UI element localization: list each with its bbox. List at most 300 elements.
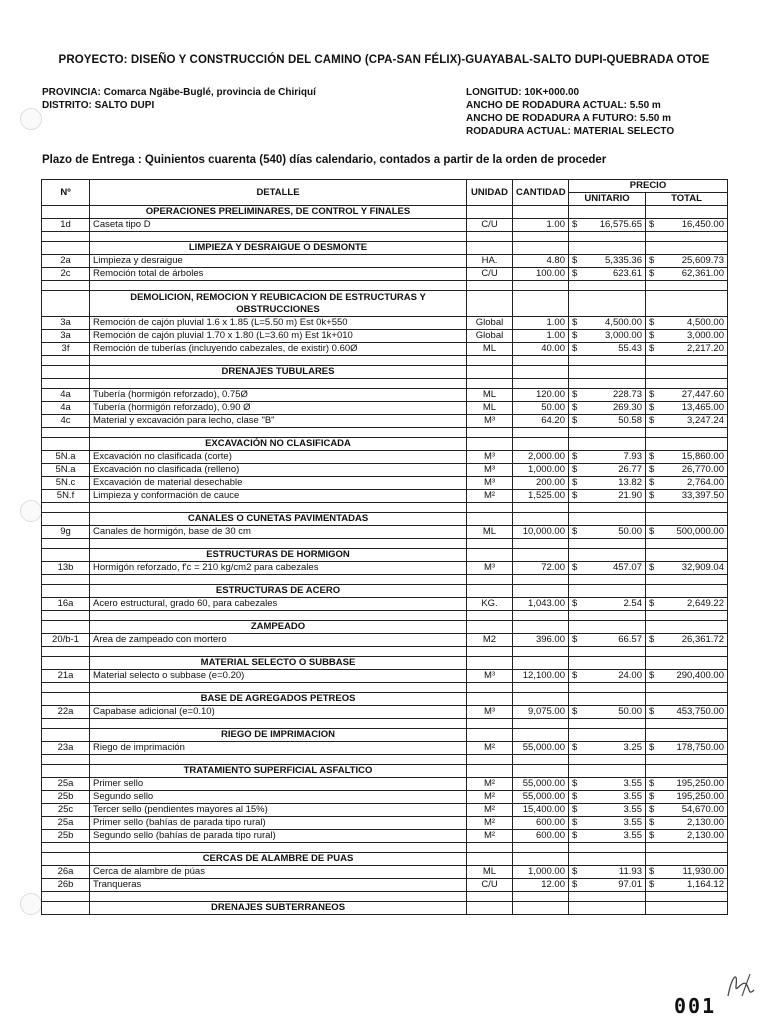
section-spacer (569, 765, 581, 778)
item-unit-price: 55.43 (581, 343, 646, 356)
section-spacer (646, 585, 658, 598)
section-row (42, 902, 728, 915)
blank-cell (581, 281, 646, 291)
blank-cell (42, 379, 90, 389)
item-unit-price: 3.55 (581, 817, 646, 830)
item-total: 62,361.00 (658, 268, 728, 281)
section-spacer (646, 853, 658, 866)
section-spacer (42, 585, 90, 598)
blank-cell (646, 503, 658, 513)
table-row (42, 778, 728, 791)
blank-cell (513, 755, 569, 765)
currency-symbol: $ (569, 562, 581, 575)
item-number: 25a (42, 817, 90, 830)
blank-cell (658, 611, 728, 621)
section-spacer (569, 657, 581, 670)
section-spacer (42, 657, 90, 670)
blank-cell (513, 683, 569, 693)
blank-row (42, 356, 728, 366)
table-row (42, 634, 728, 647)
currency-symbol: $ (569, 830, 581, 843)
item-quantity: 1.00 (513, 317, 569, 330)
blank-cell (658, 379, 728, 389)
header-unitario: UNITARIO (569, 193, 646, 206)
header-no: Nº (42, 180, 90, 206)
currency-symbol: $ (646, 778, 658, 791)
blank-cell (569, 683, 581, 693)
section-spacer (513, 242, 569, 255)
currency-symbol: $ (646, 817, 658, 830)
delivery-term: Plazo de Entrega : Quinientos cuarenta (540) días calendario, contados a partir de la orden de proceder (42, 154, 607, 166)
table-row (42, 879, 728, 892)
blank-cell (646, 539, 658, 549)
currency-symbol: $ (646, 219, 658, 232)
blank-cell (90, 281, 467, 291)
blank-cell (513, 539, 569, 549)
section-spacer (658, 621, 728, 634)
item-total: 3,000.00 (658, 330, 728, 343)
section-spacer (658, 242, 728, 255)
currency-symbol: $ (569, 255, 581, 268)
currency-symbol: $ (569, 866, 581, 879)
blank-row (42, 281, 728, 291)
currency-symbol: $ (569, 879, 581, 892)
item-unit: M² (467, 778, 513, 791)
item-total: 26,361.72 (658, 634, 728, 647)
blank-cell (513, 719, 569, 729)
blank-cell (646, 575, 658, 585)
blank-row (42, 232, 728, 242)
section-spacer (646, 902, 658, 915)
blank-cell (90, 575, 467, 585)
blank-cell (513, 503, 569, 513)
section-spacer (467, 902, 513, 915)
currency-symbol: $ (569, 343, 581, 356)
section-spacer (581, 657, 646, 670)
section-row (42, 621, 728, 634)
blank-cell (42, 611, 90, 621)
blank-cell (90, 611, 467, 621)
blank-cell (569, 356, 581, 366)
item-description: Remoción de tuberías (incluyendo cabezales, de existir) 0.60Ø (90, 343, 467, 356)
item-description: Excavación no clasificada (relleno) (90, 464, 467, 477)
item-total: 4,500.00 (658, 317, 728, 330)
item-quantity: 12.00 (513, 879, 569, 892)
table-row (42, 804, 728, 817)
table-row (42, 451, 728, 464)
blank-cell (90, 232, 467, 242)
section-row (42, 438, 728, 451)
blank-cell (513, 892, 569, 902)
section-spacer (42, 549, 90, 562)
table-row (42, 402, 728, 415)
item-total: 2,130.00 (658, 817, 728, 830)
blank-cell (42, 281, 90, 291)
currency-symbol: $ (646, 804, 658, 817)
blank-cell (467, 428, 513, 438)
section-row (42, 693, 728, 706)
section-spacer (581, 366, 646, 379)
blank-row (42, 428, 728, 438)
section-spacer (581, 765, 646, 778)
currency-symbol: $ (646, 451, 658, 464)
currency-symbol: $ (569, 778, 581, 791)
currency-symbol: $ (569, 706, 581, 719)
table-row (42, 817, 728, 830)
table-row (42, 317, 728, 330)
item-unit-price: 24.00 (581, 670, 646, 683)
item-description: Tranqueras (90, 879, 467, 892)
currency-symbol: $ (646, 526, 658, 539)
item-unit-price: 50.00 (581, 526, 646, 539)
section-spacer (581, 693, 646, 706)
item-quantity: 1,000.00 (513, 464, 569, 477)
table-row (42, 389, 728, 402)
blank-cell (581, 428, 646, 438)
section-spacer (581, 853, 646, 866)
blank-cell (467, 575, 513, 585)
section-title: ESTRUCTURAS DE HORMIGON (90, 549, 467, 562)
currency-symbol: $ (569, 490, 581, 503)
section-spacer (646, 206, 658, 219)
currency-symbol: $ (646, 268, 658, 281)
blank-cell (658, 281, 728, 291)
blank-cell (581, 719, 646, 729)
section-title: CANALES O CUNETAS PAVIMENTADAS (90, 513, 467, 526)
blank-cell (90, 683, 467, 693)
blank-cell (569, 843, 581, 853)
item-quantity: 55,000.00 (513, 742, 569, 755)
item-quantity: 40.00 (513, 343, 569, 356)
section-spacer (569, 206, 581, 219)
blank-cell (513, 281, 569, 291)
item-unit-price: 97.01 (581, 879, 646, 892)
table-row (42, 866, 728, 879)
blank-cell (467, 611, 513, 621)
blank-cell (646, 892, 658, 902)
item-unit-price: 3.25 (581, 742, 646, 755)
table-row (42, 219, 728, 232)
blank-row (42, 843, 728, 853)
section-spacer (42, 291, 90, 317)
item-quantity: 1.00 (513, 330, 569, 343)
road-specs (466, 86, 674, 138)
section-spacer (581, 902, 646, 915)
item-unit-price: 623.61 (581, 268, 646, 281)
blank-cell (90, 647, 467, 657)
item-quantity: 1,000.00 (513, 866, 569, 879)
item-unit-price: 16,575.65 (581, 219, 646, 232)
section-spacer (467, 657, 513, 670)
item-unit-price: 457.07 (581, 562, 646, 575)
item-unit: KG. (467, 598, 513, 611)
item-unit-price: 21.90 (581, 490, 646, 503)
blank-cell (90, 503, 467, 513)
section-spacer (569, 902, 581, 915)
section-spacer (581, 513, 646, 526)
currency-symbol: $ (646, 317, 658, 330)
item-total: 2,649.22 (658, 598, 728, 611)
item-unit: M³ (467, 451, 513, 464)
currency-symbol: $ (646, 490, 658, 503)
future-width-line: ANCHO DE RODADURA A FUTURO: 5.50 m (466, 113, 672, 124)
section-spacer (646, 693, 658, 706)
section-row (42, 242, 728, 255)
header-total: TOTAL (646, 193, 728, 206)
currency-symbol: $ (646, 830, 658, 843)
blank-cell (658, 755, 728, 765)
blank-cell (581, 503, 646, 513)
blank-cell (569, 755, 581, 765)
table-row (42, 268, 728, 281)
item-unit: C/U (467, 879, 513, 892)
section-spacer (581, 585, 646, 598)
section-spacer (658, 765, 728, 778)
section-title: MATERIAL SELECTO O SUBBASE (90, 657, 467, 670)
blank-cell (467, 281, 513, 291)
section-row (42, 549, 728, 562)
currency-symbol: $ (646, 464, 658, 477)
currency-symbol: $ (569, 402, 581, 415)
blank-cell (581, 575, 646, 585)
table-row (42, 255, 728, 268)
blank-cell (42, 647, 90, 657)
blank-cell (42, 428, 90, 438)
item-total: 195,250.00 (658, 791, 728, 804)
item-number: 26b (42, 879, 90, 892)
item-description: Remoción de cajón pluvial 1.6 x 1.85 (L=5.50 m) Est 0k+550 (90, 317, 467, 330)
blank-cell (42, 503, 90, 513)
surface-line: RODADURA ACTUAL: MATERIAL SELECTO (466, 126, 675, 137)
blank-cell (658, 356, 728, 366)
item-quantity: 2,000.00 (513, 451, 569, 464)
section-title: ESTRUCTURAS DE ACERO (90, 585, 467, 598)
section-spacer (646, 242, 658, 255)
section-spacer (467, 853, 513, 866)
section-spacer (646, 765, 658, 778)
blank-cell (658, 232, 728, 242)
section-spacer (513, 438, 569, 451)
item-unit: M2 (467, 634, 513, 647)
blank-cell (467, 503, 513, 513)
item-total: 32,909.04 (658, 562, 728, 575)
section-title: RIEGO DE IMPRIMACION (90, 729, 467, 742)
section-spacer (513, 765, 569, 778)
currency-symbol: $ (646, 562, 658, 575)
item-description: Canales de hormigón, base de 30 cm (90, 526, 467, 539)
item-quantity: 72.00 (513, 562, 569, 575)
section-spacer (658, 693, 728, 706)
section-spacer (646, 621, 658, 634)
item-description: Tubería (hormigón reforzado), 0.75Ø (90, 389, 467, 402)
item-quantity: 1,043.00 (513, 598, 569, 611)
blank-cell (42, 892, 90, 902)
quantities-table (41, 179, 728, 915)
blank-cell (581, 611, 646, 621)
blank-cell (581, 647, 646, 657)
blank-cell (658, 539, 728, 549)
item-total: 13,465.00 (658, 402, 728, 415)
currency-symbol: $ (646, 879, 658, 892)
blank-cell (467, 683, 513, 693)
blank-cell (581, 539, 646, 549)
section-spacer (646, 549, 658, 562)
table-row (42, 477, 728, 490)
item-number: 4a (42, 402, 90, 415)
blank-cell (646, 379, 658, 389)
item-description: Tubería (hormigón reforzado), 0.90 Ø (90, 402, 467, 415)
currency-symbol: $ (646, 791, 658, 804)
item-unit: M³ (467, 415, 513, 428)
item-total: 33,397.50 (658, 490, 728, 503)
item-description: Hormigón reforzado, f'c = 210 kg/cm2 para cabezales (90, 562, 467, 575)
table-row (42, 670, 728, 683)
length-line: LONGITUD: 10K+000.00 (466, 87, 580, 98)
blank-cell (90, 892, 467, 902)
blank-cell (658, 843, 728, 853)
punch-hole-top (20, 108, 42, 130)
currency-symbol: $ (569, 670, 581, 683)
section-spacer (658, 657, 728, 670)
currency-symbol: $ (569, 219, 581, 232)
item-description: Limpieza y desraigue (90, 255, 467, 268)
section-spacer (569, 853, 581, 866)
item-unit-price: 50.58 (581, 415, 646, 428)
item-number: 23a (42, 742, 90, 755)
item-total: 195,250.00 (658, 778, 728, 791)
item-description: Segundo sello (bahías de parada tipo rural) (90, 830, 467, 843)
item-total: 16,450.00 (658, 219, 728, 232)
item-quantity: 1,525.00 (513, 490, 569, 503)
section-spacer (467, 291, 513, 317)
item-unit-price: 3.55 (581, 778, 646, 791)
item-unit-price: 3.55 (581, 804, 646, 817)
blank-cell (569, 539, 581, 549)
item-quantity: 55,000.00 (513, 778, 569, 791)
section-spacer (646, 366, 658, 379)
item-unit-price: 66.57 (581, 634, 646, 647)
section-title: OPERACIONES PRELIMINARES, DE CONTROL Y FINALES (90, 206, 467, 219)
blank-cell (569, 281, 581, 291)
section-spacer (42, 242, 90, 255)
currency-symbol: $ (646, 330, 658, 343)
blank-cell (90, 755, 467, 765)
item-number: 3a (42, 330, 90, 343)
blank-cell (513, 356, 569, 366)
item-number: 3f (42, 343, 90, 356)
currency-symbol: $ (569, 415, 581, 428)
item-total: 27,447.60 (658, 389, 728, 402)
item-unit: M³ (467, 464, 513, 477)
section-row (42, 291, 728, 317)
punch-hole-middle (20, 500, 42, 522)
item-total: 2,764.00 (658, 477, 728, 490)
currency-symbol: $ (646, 477, 658, 490)
item-total: 453,750.00 (658, 706, 728, 719)
blank-cell (513, 647, 569, 657)
section-spacer (658, 513, 728, 526)
item-unit: C/U (467, 219, 513, 232)
blank-cell (569, 611, 581, 621)
blank-cell (569, 379, 581, 389)
section-spacer (42, 693, 90, 706)
blank-cell (581, 356, 646, 366)
blank-cell (467, 719, 513, 729)
blank-cell (658, 892, 728, 902)
header-unidad: UNIDAD (467, 180, 513, 206)
blank-cell (467, 539, 513, 549)
blank-cell (42, 539, 90, 549)
section-title: TRATAMIENTO SUPERFICIAL ASFALTICO (90, 765, 467, 778)
item-unit: M² (467, 830, 513, 843)
blank-cell (569, 232, 581, 242)
item-quantity: 12,100.00 (513, 670, 569, 683)
item-quantity: 9,075.00 (513, 706, 569, 719)
item-description: Cerca de alambre de púas (90, 866, 467, 879)
blank-cell (467, 356, 513, 366)
blank-cell (569, 503, 581, 513)
item-unit-price: 5,335.36 (581, 255, 646, 268)
section-spacer (569, 549, 581, 562)
currency-symbol: $ (569, 634, 581, 647)
currency-symbol: $ (646, 706, 658, 719)
blank-cell (90, 428, 467, 438)
section-spacer (513, 585, 569, 598)
section-spacer (467, 585, 513, 598)
header-cantidad: CANTIDAD (513, 180, 569, 206)
currency-symbol: $ (646, 415, 658, 428)
blank-cell (513, 379, 569, 389)
blank-cell (569, 428, 581, 438)
blank-cell (513, 232, 569, 242)
location-info (42, 86, 316, 112)
blank-cell (581, 379, 646, 389)
section-row (42, 206, 728, 219)
section-spacer (581, 549, 646, 562)
section-spacer (467, 366, 513, 379)
blank-row (42, 503, 728, 513)
item-description: Acero estructural, grado 60, para cabezales (90, 598, 467, 611)
section-spacer (569, 693, 581, 706)
blank-cell (569, 647, 581, 657)
item-number: 13b (42, 562, 90, 575)
item-total: 54,670.00 (658, 804, 728, 817)
currency-symbol: $ (646, 742, 658, 755)
item-description: Material y excavación para lecho, clase "B" (90, 415, 467, 428)
table-row (42, 343, 728, 356)
currency-symbol: $ (646, 866, 658, 879)
blank-cell (513, 611, 569, 621)
item-unit-price: 50.00 (581, 706, 646, 719)
item-unit: M² (467, 791, 513, 804)
section-spacer (569, 621, 581, 634)
header-precio: PRECIO (569, 180, 728, 193)
section-spacer (467, 242, 513, 255)
blank-cell (646, 755, 658, 765)
blank-cell (467, 892, 513, 902)
section-spacer (658, 729, 728, 742)
section-row (42, 853, 728, 866)
table-row (42, 330, 728, 343)
currency-symbol: $ (646, 402, 658, 415)
table-row (42, 526, 728, 539)
section-spacer (42, 513, 90, 526)
section-spacer (646, 513, 658, 526)
item-number: 21a (42, 670, 90, 683)
section-spacer (42, 729, 90, 742)
item-unit: ML (467, 389, 513, 402)
blank-row (42, 719, 728, 729)
